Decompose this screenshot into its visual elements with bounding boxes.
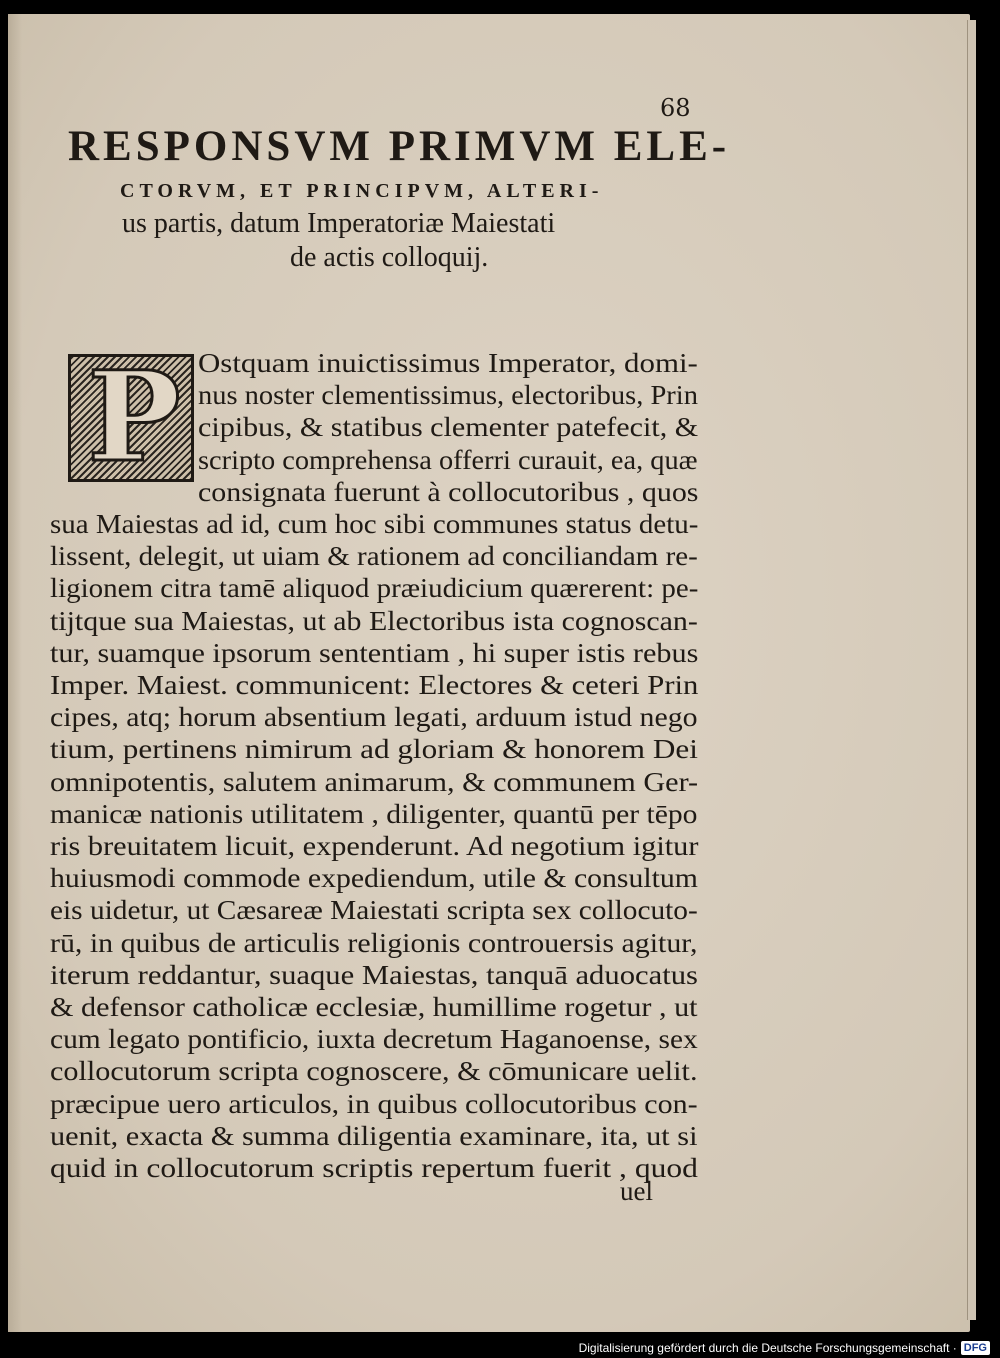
page-edge [967, 20, 976, 1320]
title-line-4: de actis colloquij. [290, 242, 489, 273]
body-line: ris breuitatem licuit, expenderunt. Ad negotium igitur [50, 831, 699, 861]
title-line-1: RESPONSVM PRIMVM ELE- [68, 123, 731, 170]
body-line: tijtque sua Maiestas, ut ab Electoribus ista cognoscan- [50, 605, 698, 636]
body-line: scripto comprehensa offerri curauit, ea, quæ [198, 444, 698, 475]
body-line: quid in collocutorum scriptis repertum fuerit , quod [50, 1153, 698, 1183]
body-line: Ostquam inuictissimus Imperator, domi- [198, 348, 698, 378]
body-line: Imper. Maiest. communicent: Electores & ceteri Prin [50, 670, 699, 700]
footer-text: Digitalisierung gefördert durch die Deutsche Forschungsgemeinschaft · [578, 1341, 957, 1355]
body-line: eis uidetur, ut Cæsareæ Maiestati scripta sex collocuto- [50, 895, 698, 926]
page-number: 68 [660, 94, 691, 122]
body-line: lissent, delegit, ut uiam & rationem ad conciliandam re- [50, 541, 698, 572]
body-line: consignata fuerunt à collocutoribus , quos [198, 476, 699, 507]
body-line: uenit, exacta & summa diligentia examinare, ita, ut si [50, 1120, 698, 1151]
title-line-3: us partis, datum Imperatoriæ Maiestati [122, 208, 556, 239]
body-line: nus noster clementissimus, electoribus, Prin [198, 380, 698, 411]
title-line-2: CTORVM, ET PRINCIPVM, ALTERI- [120, 180, 604, 202]
body-line: & defensor catholicæ ecclesiæ, humillime rogetur , ut [50, 992, 698, 1022]
book-page [8, 14, 970, 1332]
decorated-initial [68, 345, 194, 490]
body-line: iterum reddantur, suaque Maiestas, tanquā aduocatus [50, 959, 698, 990]
catchword: uel [620, 1176, 653, 1206]
body-line: manicæ nationis utilitatem , diligenter, quantū per tēpo [50, 798, 698, 829]
body-line: collocutorum scripta cognoscere, & cōmunicare uelit. [50, 1056, 698, 1087]
footer [579, 1340, 990, 1356]
body-line: cipibus, & statibus clementer patefecit, & [198, 412, 699, 443]
body-line: rū, in quibus de articulis religionis controuersis agitur, [50, 927, 698, 958]
body-line: tium, pertinens nimirum ad gloriam & honorem Dei [50, 734, 698, 765]
body-line: cipes, atq; horum absentium legati, arduum istud nego [50, 702, 698, 733]
body-line: ligionem citra tamē aliquod præiudicium quærerent: pe- [50, 573, 699, 604]
dfg-logo-icon: DFG [961, 1341, 990, 1355]
body-line: præcipue uero articulos, in quibus collocutoribus con- [50, 1088, 698, 1119]
body-line: cum legato pontificio, iuxta decretum Haganoense, sex [50, 1024, 698, 1055]
initial-letter: P [87, 345, 181, 490]
body-line: tur, suamque ipsorum sententiam , hi super istis rebus [50, 637, 699, 668]
page-gutter-shadow [8, 14, 22, 1332]
body-line: huiusmodi commode expediendum, utile & consultum [50, 863, 698, 894]
body-line: omnipotentis, salutem animarum, & communem Ger- [50, 766, 699, 797]
body-line: sua Maiestas ad id, cum hoc sibi communes status detu- [50, 509, 699, 539]
